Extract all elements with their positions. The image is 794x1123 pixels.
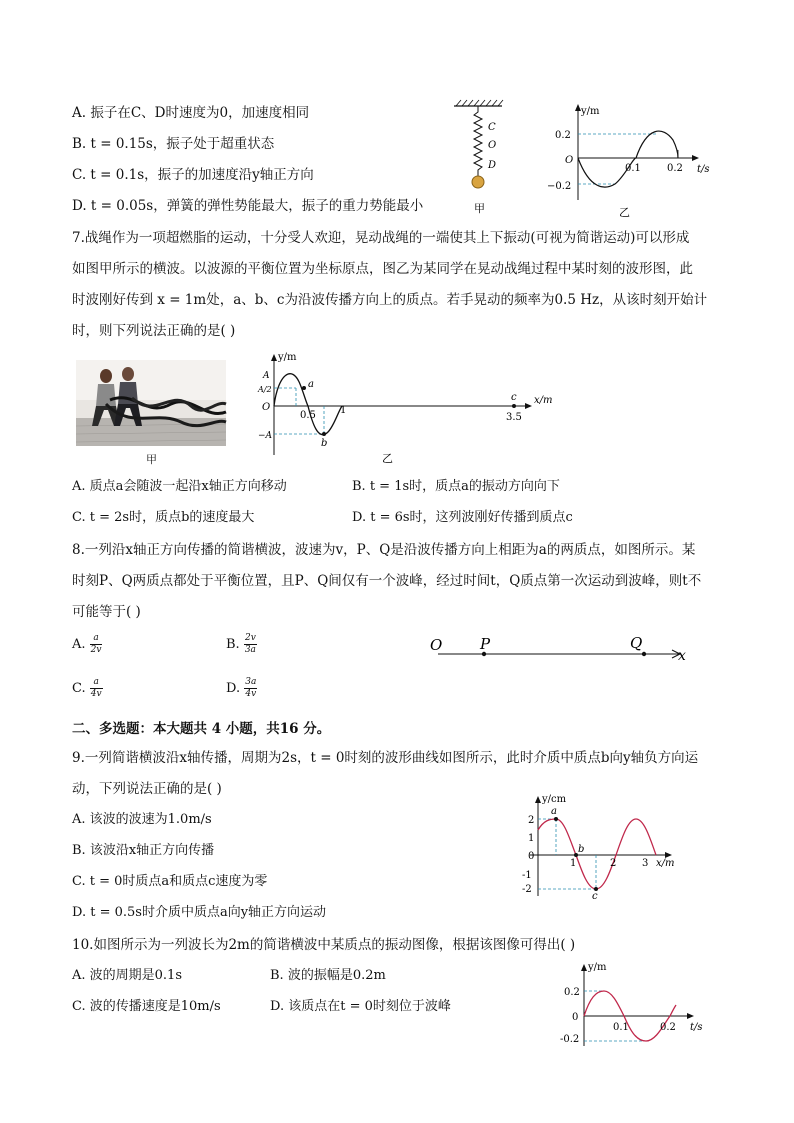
x-axis-label: x/m [534,395,553,406]
q8-option-d: D. $\frac{3a}{4v}$ [226,677,257,699]
q8-option-b: B. $\frac{2v}{3a}$ [226,633,256,655]
y-tick-1: 1 [528,833,535,844]
x-axis-arrow [692,155,699,161]
q7-option-b: B. t = 1s时，质点a的振动方向向下 [352,479,560,494]
y-tick-neg2: -2 [522,884,532,895]
q7-option-d: D. t = 6s时，这列波刚好传播到质点c [352,510,573,525]
q8-stem-line-1: 8.一列沿x轴正方向传播的简谐横波，波速为v，P、Q是沿波传播方向上相距为a的两质点，如图所示。某 [72,542,696,558]
ceiling-hatch [456,100,503,106]
oscillator-ball [472,176,484,188]
q9-option-c: C. t = 0时质点a和质点c速度为零 [72,874,268,889]
q8-option-c: C. $\frac{a}{4v}$ [72,677,102,699]
y-axis-label: y/cm [542,794,567,805]
fig-caption-jia: 甲 [474,202,485,215]
q10-option-a: A. 波的周期是0.1s [72,968,182,983]
x-axis-label: x/m [656,858,675,869]
q6-spring-figure [448,98,518,218]
point-b-label: b [321,438,328,449]
origin-label: 0 [528,851,535,862]
q8-pq-figure [426,632,696,666]
x-axis-label: t/s [690,1022,703,1033]
y-axis-arrow [535,796,541,803]
point-a [554,817,558,821]
q7-stem-line-1: 7.战绳作为一项超燃脂的运动，十分受人欢迎，晃动战绳的一端使其上下振动(可视为简谐运动)可以形成 [72,230,690,246]
origin-label: O [565,155,574,166]
spring-label-o: O [488,140,497,151]
y-tick-2: 2 [528,815,535,826]
q8-stem-line-3: 可能等于( ) [72,604,141,620]
q6-option-c: C. t = 0.1s，振子的加速度沿y轴正方向 [72,167,314,183]
q9-option-d: D. t = 0.5s时介质中质点a向y轴正方向运动 [72,905,327,920]
point-c [512,404,516,408]
point-b-label: b [578,844,585,855]
spring-label-d: D [488,160,497,171]
x-tick-3: 3 [642,858,649,869]
q7-wave-graph [256,350,553,465]
vibration-curve [578,131,678,187]
origin-label: O [262,402,271,413]
x-tick-02: 0.2 [660,1022,676,1033]
y-axis-arrow [581,964,587,971]
q9-stem-line-1: 9.一列简谐横波沿x轴传播，周期为2s，t = 0时刻的波形曲线如图所示，此时介质中质点b向y轴负方向运 [72,750,699,766]
q8-option-a: A. $\frac{a}{2v}$ [72,633,102,655]
q6-option-d: D. t = 0.05s，弹簧的弹性势能最大，振子的重力势能最小 [72,198,424,214]
spring-coil [474,106,482,176]
q6-option-a: A. 振子在C、D时速度为0，加速度相同 [72,105,310,121]
y-tick-half-a: A/2 [258,385,272,394]
point-c-label: c [592,891,598,902]
x-tick-1: 1 [340,405,347,416]
y-tick-neg1: -1 [522,870,532,881]
label-p: P [480,635,491,653]
q10-option-c: C. 波的传播速度是10m/s [72,999,221,1014]
label-o: O [430,636,443,654]
q7-option-c: C. t = 2s时，质点b的速度最大 [72,510,255,525]
point-b [322,432,326,436]
x-tick-35: 3.5 [506,412,522,423]
y-tick-bottom: -0.2 [560,1034,580,1045]
x-tick-05: 0.5 [300,410,316,421]
q6-option-b: B. t = 0.15s，振子处于超重状态 [72,136,275,152]
battle-rope-photo [76,360,226,446]
q10-stem: 10.如图所示为一列波长为2m的简谐横波中某质点的振动图像，根据该图像可得出( ) [72,937,576,953]
q7-stem-line-4: 时，则下列说法正确的是( ) [72,323,236,339]
section-multi-choice-heading: 二、多选题：本大题共 4 小题，共16 分。 [72,721,331,737]
y-axis-label: y/m [581,106,600,117]
point-a [302,386,306,390]
q9-wave-graph [518,790,688,900]
point-a-label: a [551,806,557,817]
q10-option-b: B. 波的振幅是0.2m [270,968,386,983]
point-c-label: c [511,392,517,403]
label-x: x [678,648,686,664]
x-tick-2: 2 [610,858,617,869]
q7-option-a: A. 质点a会随波一起沿x轴正方向移动 [72,479,287,494]
y-axis-arrow [271,354,277,361]
fig-caption-yi: 乙 [619,206,630,219]
y-axis-label: y/m [588,962,607,973]
y-axis-label: y/m [278,352,297,363]
y-tick-top: 0.2 [555,130,571,141]
point-q [642,652,646,656]
graph-caption-yi: 乙 [382,452,393,465]
q10-vibration-graph [560,958,720,1050]
q8-stem-line-2: 时刻P、Q两质点都处于平衡位置，且P、Q间仅有一个波峰，经过时间t，Q质点第一次运动到波峰，则t不 [72,573,702,589]
y-tick-top: 0.2 [564,987,580,998]
y-tick-bottom: −0.2 [547,181,572,192]
origin-label: 0 [572,1012,579,1023]
x-tick-1: 0.1 [625,163,641,174]
q9-option-b: B. 该波沿x轴正方向传播 [72,843,215,858]
label-q: Q [630,634,643,652]
spring-label-c: C [488,122,496,133]
q7-stem-line-2: 如图甲所示的横波。以波源的平衡位置为坐标原点，图乙为某同学在晃动战绳过程中某时刻的波形图，此 [72,261,693,277]
y-tick-neg-a: −A [258,431,273,441]
x-tick-01: 0.1 [613,1022,629,1033]
q7-stem-line-3: 时波刚好传到 x = 1m处，a、b、c为沿波传播方向上的质点。若手晃动的频率为0.5 Hz，从该时刻开始计 [72,292,708,308]
photo-caption-jia: 甲 [146,453,157,466]
x-tick-2: 0.2 [667,163,683,174]
q9-stem-line-2: 动，下列说法正确的是( ) [72,781,222,797]
q6-vibration-graph [545,100,720,218]
q10-option-d: D. 该质点在t = 0时刻位于波峰 [270,999,451,1014]
q9-option-a: A. 该波的波速为1.0m/s [72,812,212,827]
x-axis-label: t/s [697,164,710,175]
x-axis-arrow [687,1013,694,1019]
point-a-label: a [308,379,314,390]
x-axis-arrow [525,403,532,409]
x-tick-1: 1 [570,858,577,869]
y-tick-a: A [263,371,270,381]
